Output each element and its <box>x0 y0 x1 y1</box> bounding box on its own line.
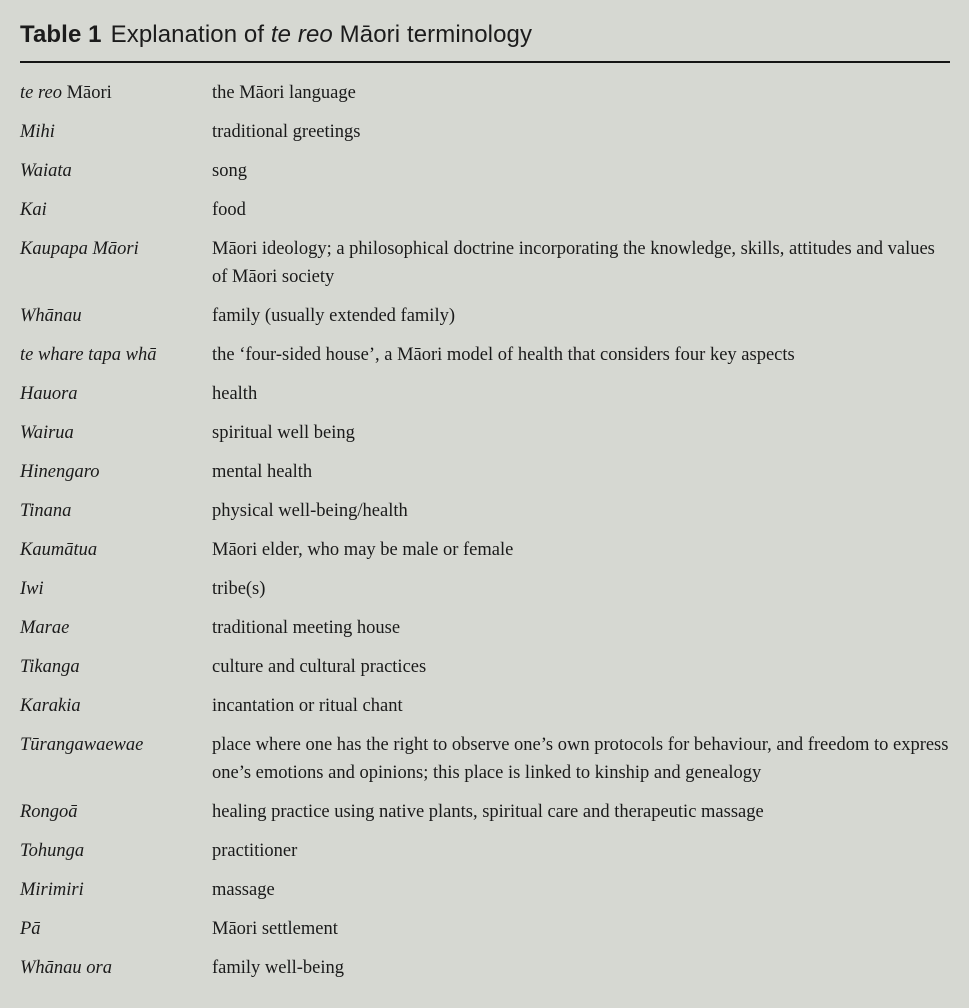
table-row <box>20 954 950 982</box>
term-cell <box>20 419 212 447</box>
term-cell <box>20 653 212 681</box>
term-cell <box>20 876 212 904</box>
definition-cell: mental health <box>212 462 313 482</box>
term-cell <box>20 692 212 720</box>
definition-cell: traditional meeting house <box>212 618 401 638</box>
term-italic-text: Marae <box>20 618 70 638</box>
term-italic-text: Hauora <box>20 384 78 404</box>
table-row <box>20 614 950 642</box>
caption-text-pre: Explanation of <box>110 21 271 48</box>
term-italic-text: Rongoā <box>20 802 78 822</box>
definition-cell: place where one has the right to observe one’s own protocols for behaviour, and freedom to express one’s emotions and opinions; this place is linked to kinship and genealogy <box>212 735 949 783</box>
term-cell <box>20 118 212 146</box>
term-cell <box>20 157 212 185</box>
term-cell <box>20 614 212 642</box>
table-row <box>20 79 950 107</box>
table-caption <box>20 0 950 49</box>
definition-cell: family (usually extended family) <box>212 306 455 326</box>
term-italic-text: Waiata <box>20 161 72 181</box>
term-italic-text: Whānau <box>20 306 82 326</box>
term-italic-text: Mirimiri <box>20 880 84 900</box>
definition-cell: the Māori language <box>212 83 356 103</box>
table-row <box>20 798 950 826</box>
term-cell <box>20 798 212 826</box>
term-italic-text: Pā <box>20 919 41 939</box>
term-cell <box>20 380 212 408</box>
table-row <box>20 497 950 525</box>
definition-cell: food <box>212 200 246 220</box>
table-row <box>20 380 950 408</box>
term-italic-text: te reo <box>20 83 62 103</box>
term-italic-text: Hinengaro <box>20 462 100 482</box>
table-row <box>20 235 950 291</box>
caption-text-post: Māori terminology <box>332 21 533 48</box>
term-italic-text: Iwi <box>20 579 44 599</box>
term-roman-text: Māori <box>61 83 112 103</box>
term-cell <box>20 915 212 943</box>
table-row <box>20 876 950 904</box>
definition-cell: healing practice using native plants, spiritual care and therapeutic massage <box>212 802 764 822</box>
definition-cell: song <box>212 161 247 181</box>
table-row <box>20 915 950 943</box>
definition-cell: traditional greetings <box>212 122 361 142</box>
term-cell <box>20 837 212 865</box>
definition-cell: massage <box>212 880 275 900</box>
table-body <box>20 63 950 982</box>
table-row <box>20 692 950 720</box>
table-row <box>20 653 950 681</box>
definition-cell: health <box>212 384 258 404</box>
term-italic-text: Karakia <box>20 696 81 716</box>
term-cell <box>20 954 212 982</box>
table-row <box>20 731 950 787</box>
term-italic-text: Tikanga <box>20 657 80 677</box>
definition-cell: tribe(s) <box>212 579 266 599</box>
term-cell <box>20 731 212 759</box>
definition-cell: the ‘four-sided house’, a Māori model of health that considers four key aspects <box>212 345 795 365</box>
term-italic-text: Kai <box>20 200 47 220</box>
term-cell <box>20 575 212 603</box>
definition-cell: incantation or ritual chant <box>212 696 403 716</box>
table-row <box>20 575 950 603</box>
definition-cell: physical well-being/health <box>212 501 408 521</box>
definition-cell: Māori settlement <box>212 919 338 939</box>
caption-text-italic: te reo <box>270 21 333 48</box>
definition-cell: practitioner <box>212 841 298 861</box>
term-italic-text: Kaupapa Māori <box>20 239 139 259</box>
definition-cell: Māori ideology; a philosophical doctrine incorporating the knowledge, skills, attitudes and values of Māori society <box>212 239 935 287</box>
term-italic-text: Whānau ora <box>20 958 112 978</box>
term-cell <box>20 196 212 224</box>
term-italic-text: Tūrangawaewae <box>20 735 144 755</box>
definition-cell: spiritual well being <box>212 423 355 443</box>
term-italic-text: Kaumātua <box>20 540 98 560</box>
definition-cell: culture and cultural practices <box>212 657 427 677</box>
term-italic-text: Wairua <box>20 423 74 443</box>
term-italic-text: Tohunga <box>20 841 85 861</box>
table-row <box>20 196 950 224</box>
term-italic-text: Tinana <box>20 501 72 521</box>
term-cell <box>20 235 212 263</box>
term-cell <box>20 536 212 564</box>
definition-cell: family well-being <box>212 958 345 978</box>
table-number-label: Table 1 <box>20 21 102 48</box>
term-cell <box>20 497 212 525</box>
definition-cell: Māori elder, who may be male or female <box>212 540 514 560</box>
table-row <box>20 302 950 330</box>
term-cell <box>20 458 212 486</box>
table-row <box>20 536 950 564</box>
table-row <box>20 341 950 369</box>
term-cell <box>20 79 212 107</box>
table-row <box>20 419 950 447</box>
table-row <box>20 837 950 865</box>
term-cell <box>20 302 212 330</box>
table-row <box>20 458 950 486</box>
table-row <box>20 118 950 146</box>
table-row <box>20 157 950 185</box>
term-cell <box>20 341 212 369</box>
term-italic-text: te whare tapa whā <box>20 345 157 365</box>
term-italic-text: Mihi <box>20 122 55 142</box>
